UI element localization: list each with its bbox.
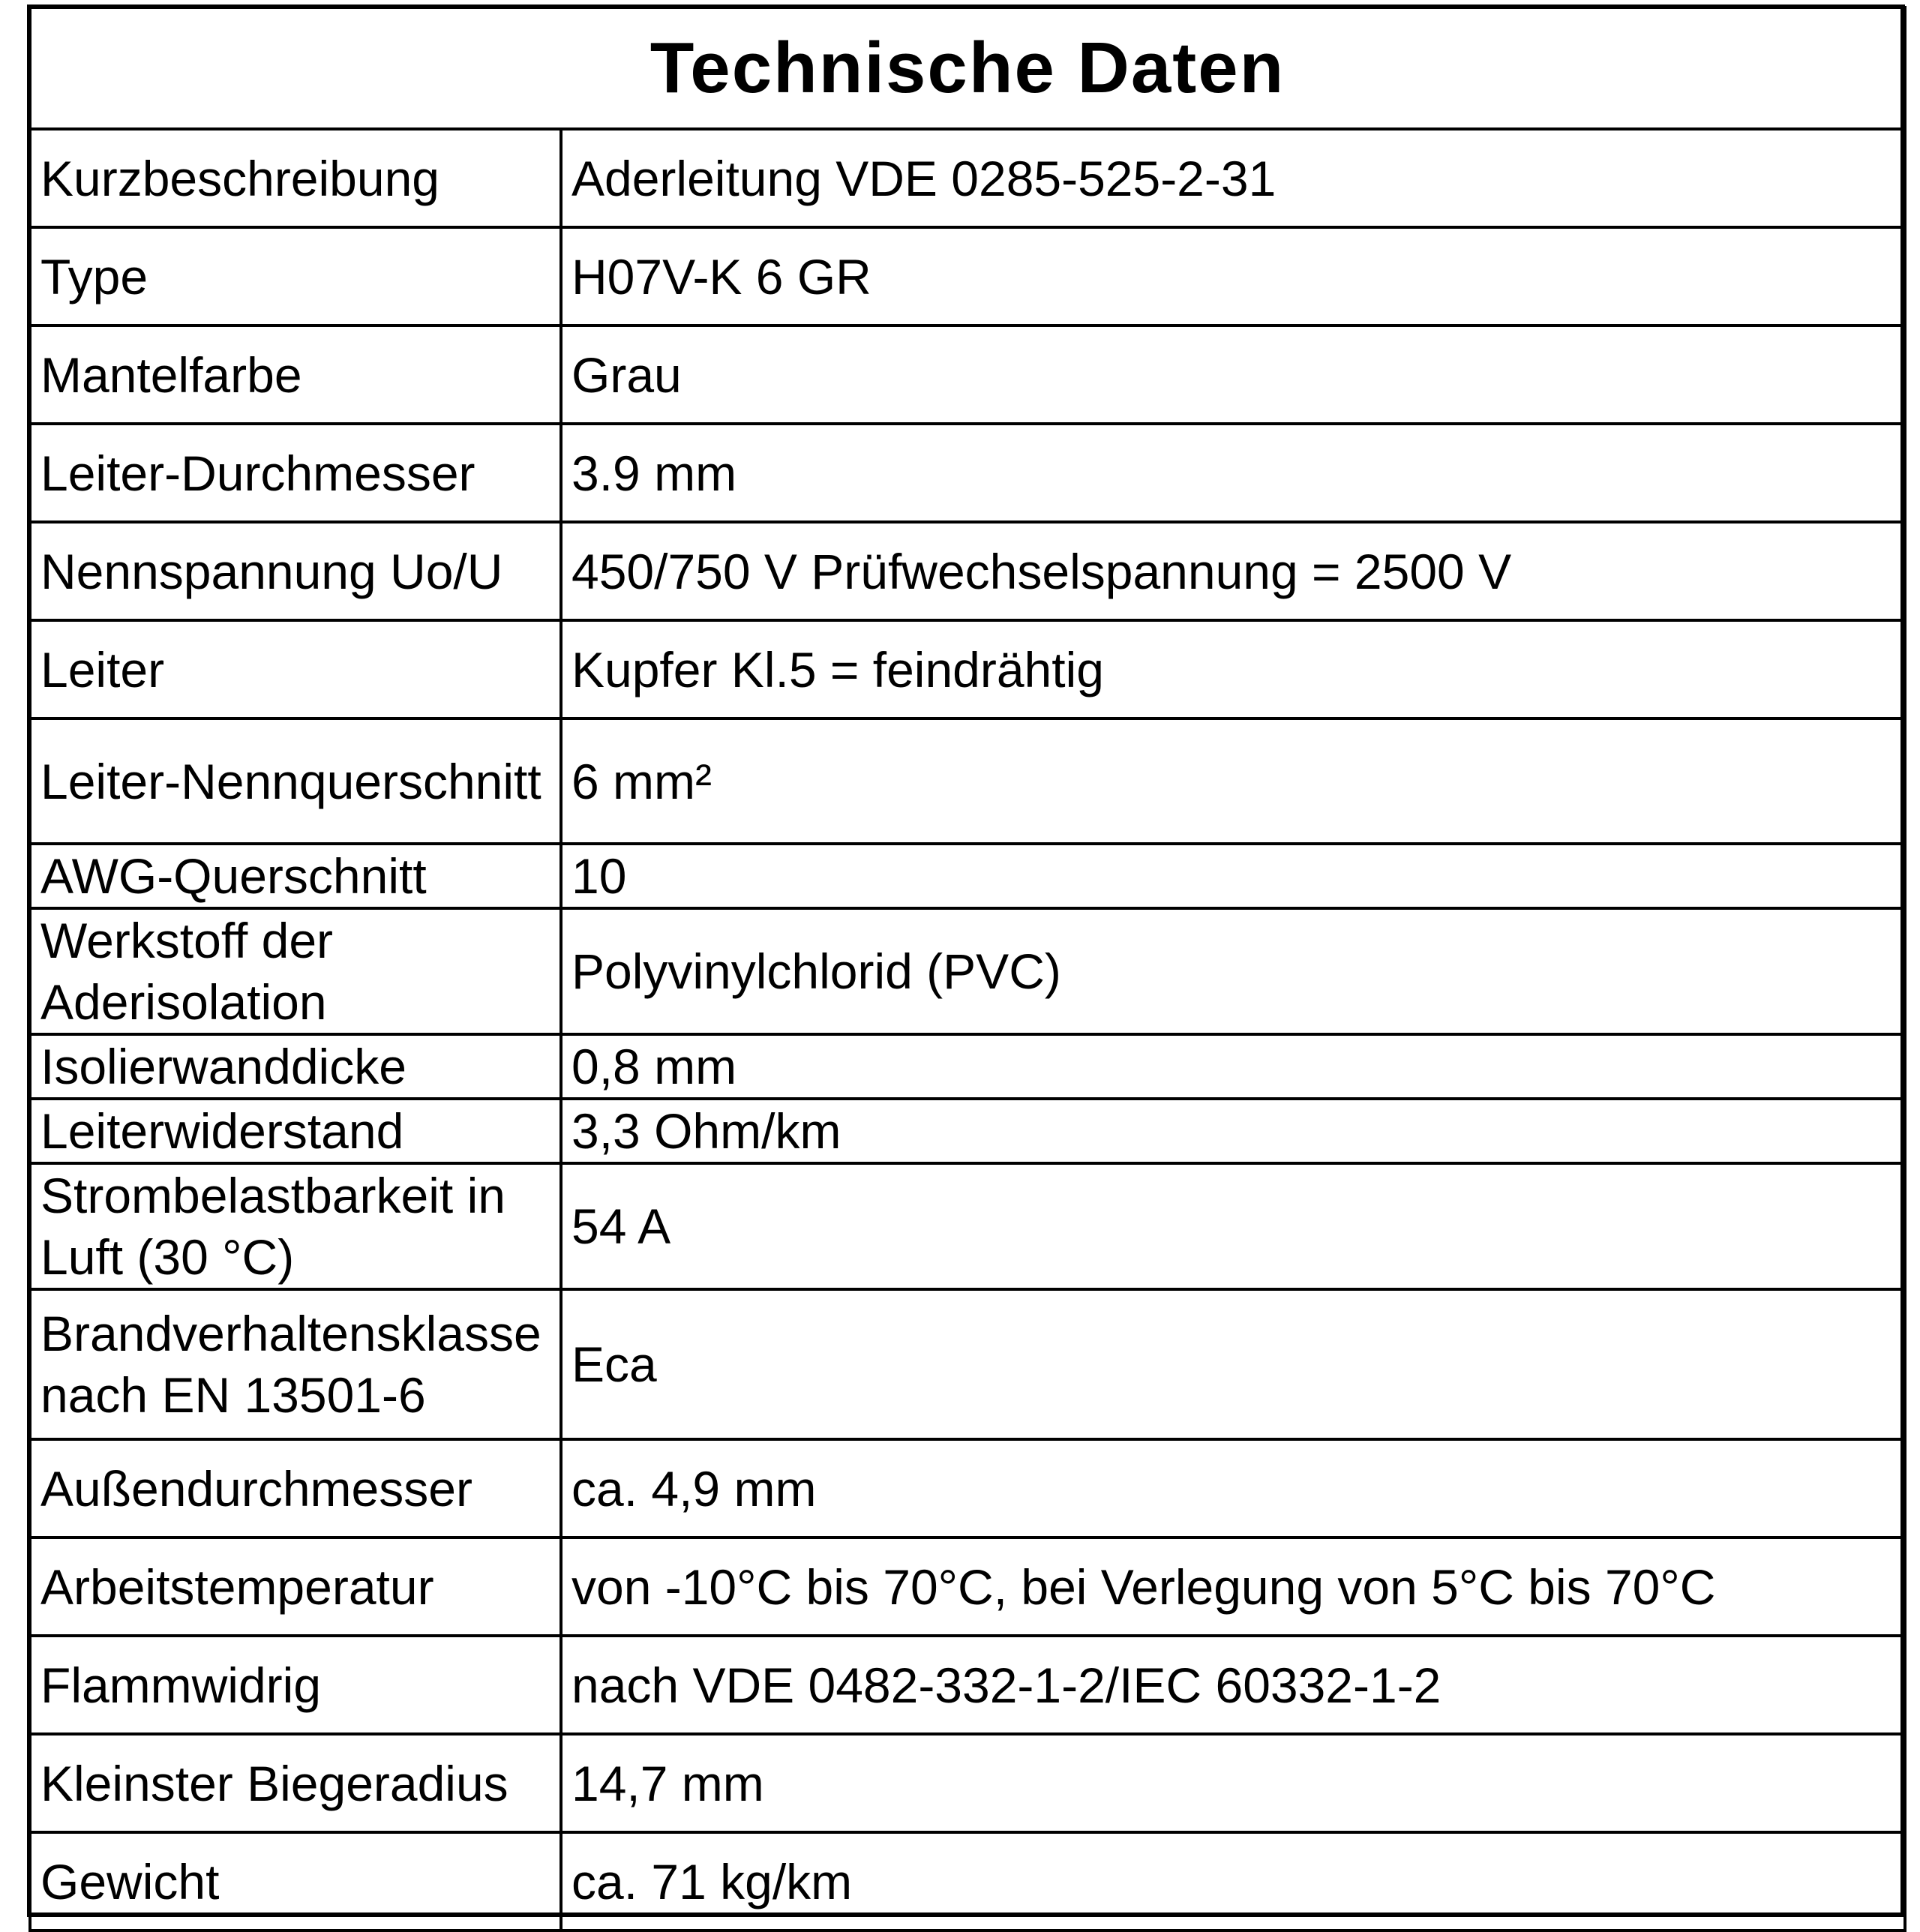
row-label: Leiter-Durchmesser — [30, 424, 561, 522]
row-value: 3.9 mm — [561, 424, 1905, 522]
table-row — [30, 718, 1905, 844]
table-title: Technische Daten — [30, 8, 1905, 129]
table-row — [30, 1163, 1905, 1289]
row-value: 6 mm² — [561, 718, 1905, 844]
table-row — [30, 1636, 1905, 1734]
row-label: Außendurchmesser — [30, 1439, 561, 1538]
row-value: 3,3 Ohm/km — [561, 1099, 1905, 1163]
row-label: AWG-Querschnitt — [30, 844, 561, 908]
row-label: Brandverhaltensklasse nach EN 13501-6 — [30, 1289, 561, 1439]
table-row — [30, 908, 1905, 1034]
table-row — [30, 620, 1905, 718]
row-value: nach VDE 0482-332-1-2/IEC 60332-1-2 — [561, 1636, 1905, 1734]
row-label: Type — [30, 227, 561, 326]
row-value: Kupfer Kl.5 = feindrähtig — [561, 620, 1905, 718]
table-row — [30, 1439, 1905, 1538]
row-label: Leiter — [30, 620, 561, 718]
row-value: Grau — [561, 326, 1905, 424]
row-value: 10 — [561, 844, 1905, 908]
table-row — [30, 1289, 1905, 1439]
row-value: von -10°C bis 70°C, bei Verlegung von 5°C bis 70°C — [561, 1538, 1905, 1636]
row-value: 450/750 V Prüfwechselspannung = 2500 V — [561, 522, 1905, 620]
row-value: ca. 71 kg/km — [561, 1832, 1905, 1930]
table-row — [30, 129, 1905, 227]
row-value: H07V-K 6 GR — [561, 227, 1905, 326]
row-value: 0,8 mm — [561, 1034, 1905, 1099]
row-label: Leiter-Nennquerschnitt — [30, 718, 561, 844]
table-row — [30, 1034, 1905, 1099]
row-value: Eca — [561, 1289, 1905, 1439]
table-row — [30, 227, 1905, 326]
row-value: ca. 4,9 mm — [561, 1439, 1905, 1538]
row-label: Isolierwanddicke — [30, 1034, 561, 1099]
row-label: Nennspannung Uo/U — [30, 522, 561, 620]
row-label: Kleinster Biegeradius — [30, 1734, 561, 1832]
row-value: Aderleitung VDE 0285-525-2-31 — [561, 129, 1905, 227]
row-label: Leiterwiderstand — [30, 1099, 561, 1163]
row-label: Werkstoff der Aderisolation — [30, 908, 561, 1034]
table-row — [30, 522, 1905, 620]
row-value: 14,7 mm — [561, 1734, 1905, 1832]
technical-data-table — [28, 6, 1906, 1932]
table-row — [30, 326, 1905, 424]
table-row — [30, 1832, 1905, 1930]
table-row — [30, 424, 1905, 522]
row-label: Strombelastbarkeit in Luft (30 °C) — [30, 1163, 561, 1289]
table-row — [30, 844, 1905, 908]
row-value: Polyvinylchlorid (PVC) — [561, 908, 1905, 1034]
row-label: Kurzbeschreibung — [30, 129, 561, 227]
row-label: Mantelfarbe — [30, 326, 561, 424]
row-label: Flammwidrig — [30, 1636, 561, 1734]
row-value: 54 A — [561, 1163, 1905, 1289]
table-row — [30, 1538, 1905, 1636]
table-row — [30, 1099, 1905, 1163]
row-label: Gewicht — [30, 1832, 561, 1930]
title-row — [30, 8, 1905, 129]
table-row — [30, 1734, 1905, 1832]
row-label: Arbeitstemperatur — [30, 1538, 561, 1636]
